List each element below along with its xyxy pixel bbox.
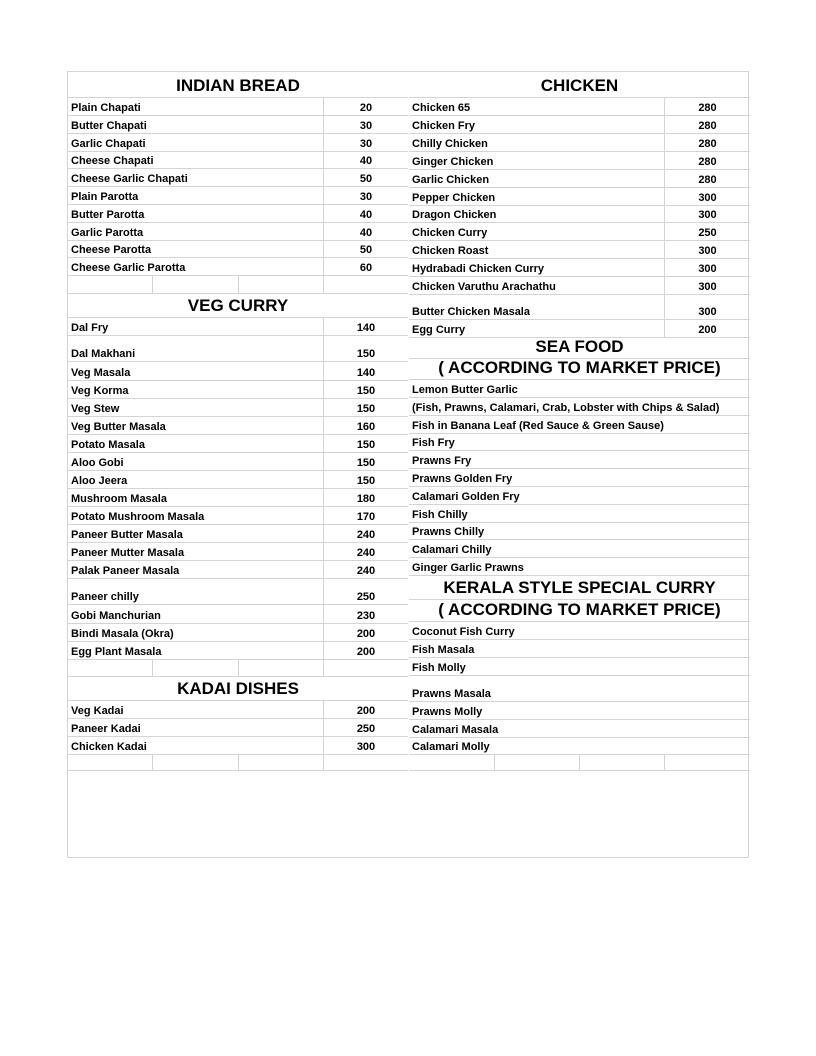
kerala-item (409, 658, 750, 676)
item-price: 240 (356, 547, 376, 559)
item-name: Garlic Chapati (71, 138, 146, 150)
sea-food-item (409, 451, 750, 469)
indian-bread-item (68, 116, 408, 134)
item-name: Palak Paneer Masala (71, 565, 180, 577)
veg-curry-item (68, 543, 408, 561)
item-price: 280 (698, 138, 717, 150)
indian-bread-item (68, 240, 408, 258)
cell-divider (323, 754, 324, 770)
veg-curry-item (68, 318, 408, 336)
item-price: 280 (698, 120, 717, 132)
item-name: Aloo Gobi (71, 457, 124, 469)
sea-food-item (409, 398, 750, 416)
item-name: Prawns Golden Fry (412, 473, 513, 485)
veg-curry-item (68, 471, 408, 489)
cell-divider (152, 754, 153, 770)
item-name: Dragon Chicken (412, 209, 497, 221)
section-title: SEA FOOD (535, 337, 624, 356)
item-name: Calamari Molly (412, 741, 490, 753)
sea-food-item (409, 487, 750, 505)
cell-divider (579, 754, 580, 770)
item-name: Cheese Chapati (71, 155, 154, 167)
sea-food-item (409, 505, 750, 523)
cell-divider (323, 660, 324, 676)
veg-curry-item (68, 381, 408, 399)
sea-food-item (409, 469, 750, 487)
item-name: Lemon Butter Garlic (412, 384, 518, 396)
sea-food-item (409, 558, 750, 576)
item-name: Prawns Molly (412, 706, 483, 718)
item-name: Hydrabadi Chicken Curry (412, 263, 545, 275)
cell-divider (323, 275, 324, 293)
veg-curry-item (68, 525, 408, 543)
indian-bread-item (68, 134, 408, 152)
kerala-heading (409, 576, 750, 600)
cell-divider (238, 660, 239, 676)
sea-food-item (409, 380, 750, 398)
item-price: 40 (359, 227, 373, 239)
item-name: Veg Kadai (71, 705, 124, 717)
sea-food-item (409, 416, 750, 434)
item-price: 40 (359, 155, 373, 167)
chicken-item (409, 188, 750, 206)
item-name: Chilly Chicken (412, 138, 488, 150)
veg-curry-item (68, 399, 408, 417)
item-name: Cheese Garlic Chapati (71, 173, 188, 185)
kerala-item (409, 737, 750, 755)
item-name: Cheese Parotta (71, 244, 152, 256)
item-price: 50 (359, 244, 373, 256)
item-name: Prawns Chilly (412, 526, 485, 538)
item-price: 160 (356, 421, 376, 433)
section-title: ( ACCORDING TO MARKET PRICE) (438, 600, 721, 619)
sea-food-subtitle (409, 359, 750, 380)
section-title: VEG CURRY (187, 296, 289, 315)
item-price: 150 (356, 348, 376, 360)
section-title: KERALA STYLE SPECIAL CURRY (443, 578, 716, 597)
chicken-item (409, 134, 750, 152)
item-name: Aloo Jeera (71, 475, 128, 487)
item-name: Fish Fry (412, 437, 455, 449)
veg-curry-item (68, 561, 408, 579)
item-name: Paneer Kadai (71, 723, 141, 735)
blank-row (68, 754, 408, 771)
blank-row (68, 660, 408, 677)
item-name: Potato Masala (71, 439, 145, 451)
item-price: 30 (359, 191, 373, 203)
item-price: 150 (356, 439, 376, 451)
kerala-subtitle (409, 600, 750, 622)
cell-divider (494, 754, 495, 770)
item-name: Garlic Parotta (71, 227, 144, 239)
chicken-item (409, 170, 750, 188)
item-price: 50 (359, 173, 373, 185)
item-price: 20 (359, 102, 373, 114)
item-price: 250 (698, 227, 717, 239)
chicken-item (409, 320, 750, 338)
item-name: Butter Chicken Masala (412, 306, 530, 318)
item-price: 30 (359, 138, 373, 150)
chicken-item (409, 223, 750, 241)
chicken-item (409, 98, 750, 116)
chicken-item (409, 294, 750, 320)
cell-divider (238, 275, 239, 293)
veg-curry-item (68, 579, 408, 605)
item-price: 250 (356, 723, 376, 735)
item-price: 200 (356, 628, 376, 640)
sea-food-item (409, 540, 750, 558)
kerala-item (409, 622, 750, 640)
sea-food-heading (409, 338, 750, 359)
kerala-item (409, 640, 750, 658)
veg-curry-item (68, 362, 408, 381)
item-price: 150 (356, 385, 376, 397)
item-name: Calamari Chilly (412, 544, 492, 556)
indian-bread-item (68, 258, 408, 276)
item-price: 150 (356, 403, 376, 415)
item-price: 140 (356, 367, 376, 379)
item-name: Potato Mushroom Masala (71, 511, 205, 523)
chicken-item (409, 116, 750, 134)
indian-bread-item (68, 151, 408, 169)
item-name: Plain Parotta (71, 191, 139, 203)
item-price: 280 (698, 174, 717, 186)
item-name: Veg Masala (71, 367, 131, 379)
item-price: 150 (356, 475, 376, 487)
item-price: 40 (359, 209, 373, 221)
section-title: KADAI DISHES (177, 679, 299, 698)
item-name: Gobi Manchurian (71, 610, 161, 622)
item-name: Calamari Golden Fry (412, 491, 520, 503)
veg-curry-item (68, 435, 408, 453)
item-price: 300 (698, 245, 717, 257)
item-name: Bindi Masala (Okra) (71, 628, 174, 640)
cell-divider (152, 275, 153, 293)
cell-divider (664, 754, 665, 770)
item-name: Egg Curry (412, 324, 466, 336)
item-price: 180 (356, 493, 376, 505)
chicken-item (409, 259, 750, 277)
kerala-item (409, 676, 750, 702)
veg-curry-heading (68, 294, 408, 318)
item-price: 250 (356, 591, 376, 603)
item-price: 200 (698, 324, 717, 336)
item-name: Garlic Chicken (412, 174, 490, 186)
item-price: 300 (698, 192, 717, 204)
kerala-item (409, 702, 750, 720)
indian-bread-item (68, 98, 408, 116)
kadai-heading (68, 677, 408, 701)
item-price: 300 (698, 306, 717, 318)
item-price: 300 (698, 263, 717, 275)
item-price: 60 (359, 262, 373, 274)
indian-bread-item (68, 187, 408, 205)
veg-curry-item (68, 489, 408, 507)
kadai-item (68, 701, 408, 719)
item-name: Chicken Kadai (71, 741, 147, 753)
item-name: Ginger Garlic Prawns (412, 562, 524, 574)
cell-divider (152, 660, 153, 676)
sea-food-item (409, 522, 750, 540)
chicken-item (409, 241, 750, 259)
item-name: Egg Plant Masala (71, 646, 162, 658)
indian-bread-heading (68, 72, 408, 98)
item-name: Paneer Mutter Masala (71, 547, 185, 559)
indian-bread-item (68, 223, 408, 241)
item-name: Mushroom Masala (71, 493, 167, 505)
item-name: Paneer chilly (71, 591, 139, 603)
item-name: Dal Fry (71, 322, 109, 334)
item-name: Butter Parotta (71, 209, 145, 221)
item-name: Ginger Chicken (412, 156, 494, 168)
item-price: 150 (356, 457, 376, 469)
item-price: 280 (698, 102, 717, 114)
item-price: 300 (698, 209, 717, 221)
chicken-item (409, 152, 750, 170)
veg-curry-item (68, 642, 408, 660)
section-title: CHICKEN (540, 76, 619, 95)
item-name: Coconut Fish Curry (412, 626, 515, 638)
item-name: Paneer Butter Masala (71, 529, 183, 541)
veg-curry-item (68, 624, 408, 642)
veg-curry-item (68, 605, 408, 624)
cell-divider (238, 754, 239, 770)
item-price: 140 (356, 322, 376, 334)
veg-curry-item (68, 453, 408, 471)
kerala-item (409, 720, 750, 738)
blank-row (409, 754, 750, 771)
item-name: Chicken Curry (412, 227, 488, 239)
item-name: Fish Chilly (412, 509, 468, 521)
item-name: Plain Chapati (71, 102, 141, 114)
item-name: Chicken Fry (412, 120, 475, 132)
item-price: 170 (356, 511, 376, 523)
item-price: 240 (356, 529, 376, 541)
item-price: 200 (356, 705, 376, 717)
item-name: Veg Butter Masala (71, 421, 166, 433)
item-name: Fish Masala (412, 644, 475, 656)
chicken-item (409, 277, 750, 295)
veg-curry-item (68, 507, 408, 525)
item-price: 300 (356, 741, 376, 753)
blank-row (68, 275, 408, 294)
item-name: Cheese Garlic Parotta (71, 262, 186, 274)
item-price: 280 (698, 156, 717, 168)
veg-curry-item (68, 417, 408, 435)
item-name: Dal Makhani (71, 348, 136, 360)
kadai-item (68, 719, 408, 737)
item-name: Fish in Banana Leaf (Red Sauce & Green Sause) (412, 420, 664, 432)
item-price: 230 (356, 610, 376, 622)
section-title: ( ACCORDING TO MARKET PRICE) (438, 358, 721, 377)
item-name: Chicken Varuthu Arachathu (412, 281, 556, 293)
section-title: INDIAN BREAD (176, 76, 300, 95)
item-name: Veg Stew (71, 403, 120, 415)
item-name: Veg Korma (71, 385, 129, 397)
item-name: (Fish, Prawns, Calamari, Crab, Lobster with Chips & Salad) (412, 402, 720, 414)
sea-food-item (409, 433, 750, 451)
item-name: Chicken Roast (412, 245, 489, 257)
item-name: Prawns Fry (412, 455, 472, 467)
item-name: Chicken 65 (412, 102, 471, 114)
item-name: Calamari Masala (412, 724, 499, 736)
indian-bread-item (68, 205, 408, 223)
item-price: 240 (356, 565, 376, 577)
item-price: 300 (698, 281, 717, 293)
item-name: Prawns Masala (412, 688, 491, 700)
chicken-item (409, 205, 750, 223)
item-price: 30 (359, 120, 373, 132)
chicken-heading (409, 72, 750, 98)
item-name: Butter Chapati (71, 120, 147, 132)
item-price: 200 (356, 646, 376, 658)
item-name: Pepper Chicken (412, 192, 496, 204)
item-name: Fish Molly (412, 662, 466, 674)
menu-sheet (67, 71, 749, 858)
kadai-item (68, 737, 408, 755)
veg-curry-item (68, 336, 408, 362)
indian-bread-item (68, 169, 408, 187)
